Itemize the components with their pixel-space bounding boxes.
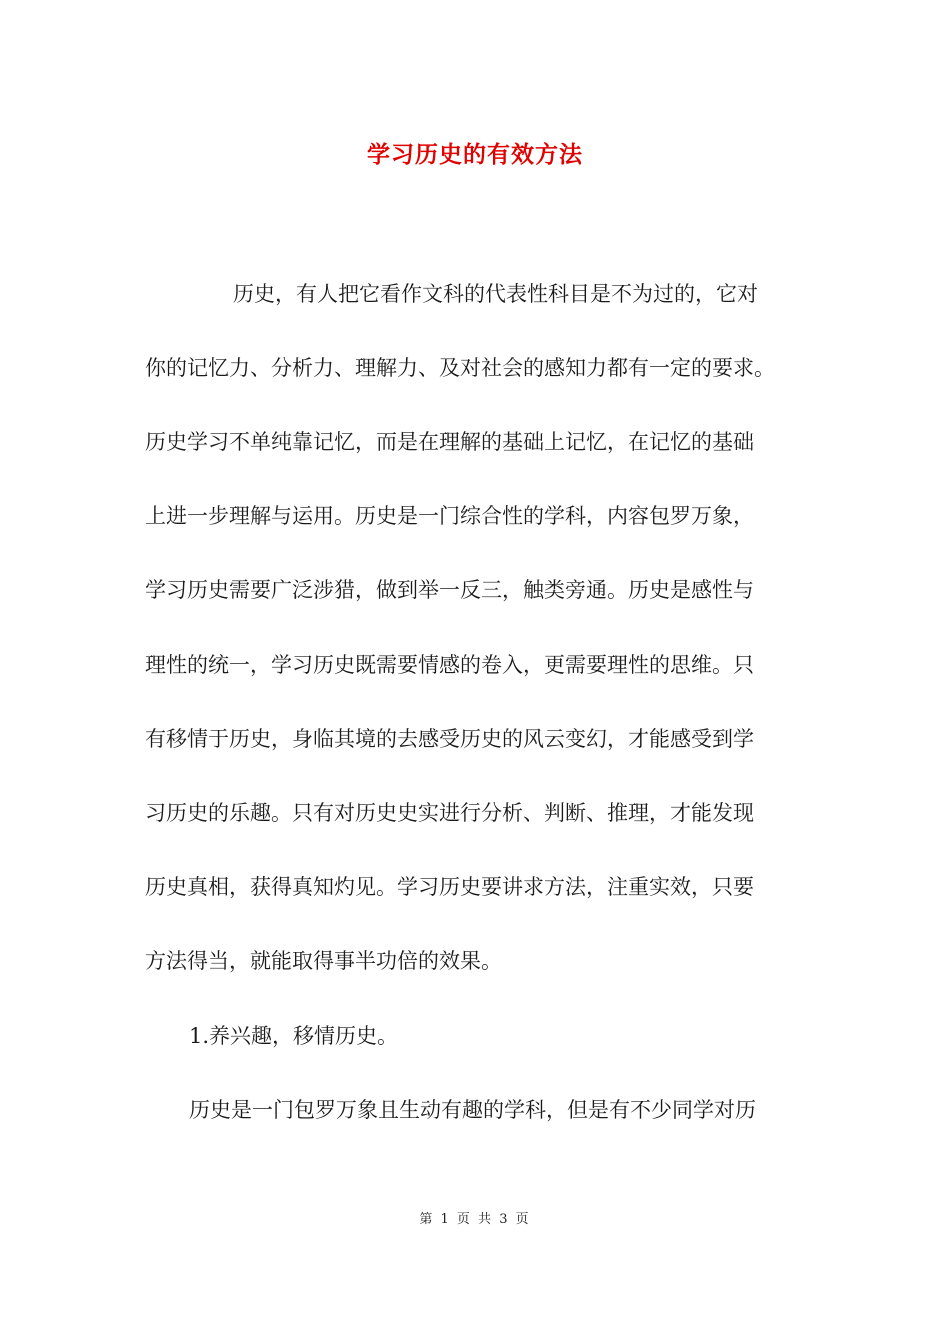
paragraph-line: 习历史的乐趣。只有对历史史实进行分析、判断、推理，才能发现: [145, 801, 754, 825]
paragraph-line: 上进一步理解与运用。历史是一门综合性的学科，内容包罗万象，: [145, 504, 754, 528]
paragraph-line: 理性的统一，学习历史既需要情感的卷入，更需要理性的思维。只: [145, 653, 754, 677]
paragraph-line: 有移情于历史，身临其境的去感受历史的风云变幻，才能感受到学: [145, 727, 754, 751]
page-footer: 第 1 页 共 3 页: [419, 1212, 531, 1227]
section-heading: 1.养兴趣，移情历史。: [189, 1024, 399, 1048]
paragraph-line: 学习历史需要广泛涉猎，做到举一反三，触类旁通。历史是感性与: [145, 578, 754, 602]
paragraph-line: 历史真相，获得真知灼见。学习历史要讲求方法，注重实效，只要: [145, 875, 754, 899]
paragraph-line: 方法得当，就能取得事半功倍的效果。: [145, 949, 502, 973]
paragraph-line: 历史学习不单纯靠记忆，而是在理解的基础上记忆，在记忆的基础: [145, 430, 754, 454]
paragraph-line: 你的记忆力、分析力、理解力、及对社会的感知力都有一定的要求。: [145, 356, 775, 380]
paragraph-line: 历史，有人把它看作文科的代表性科目是不为过的，它对: [233, 282, 758, 306]
paragraph-line: 历史是一门包罗万象且生动有趣的学科，但是有不少同学对历: [189, 1098, 756, 1122]
document-title: 学习历史的有效方法: [367, 141, 583, 168]
